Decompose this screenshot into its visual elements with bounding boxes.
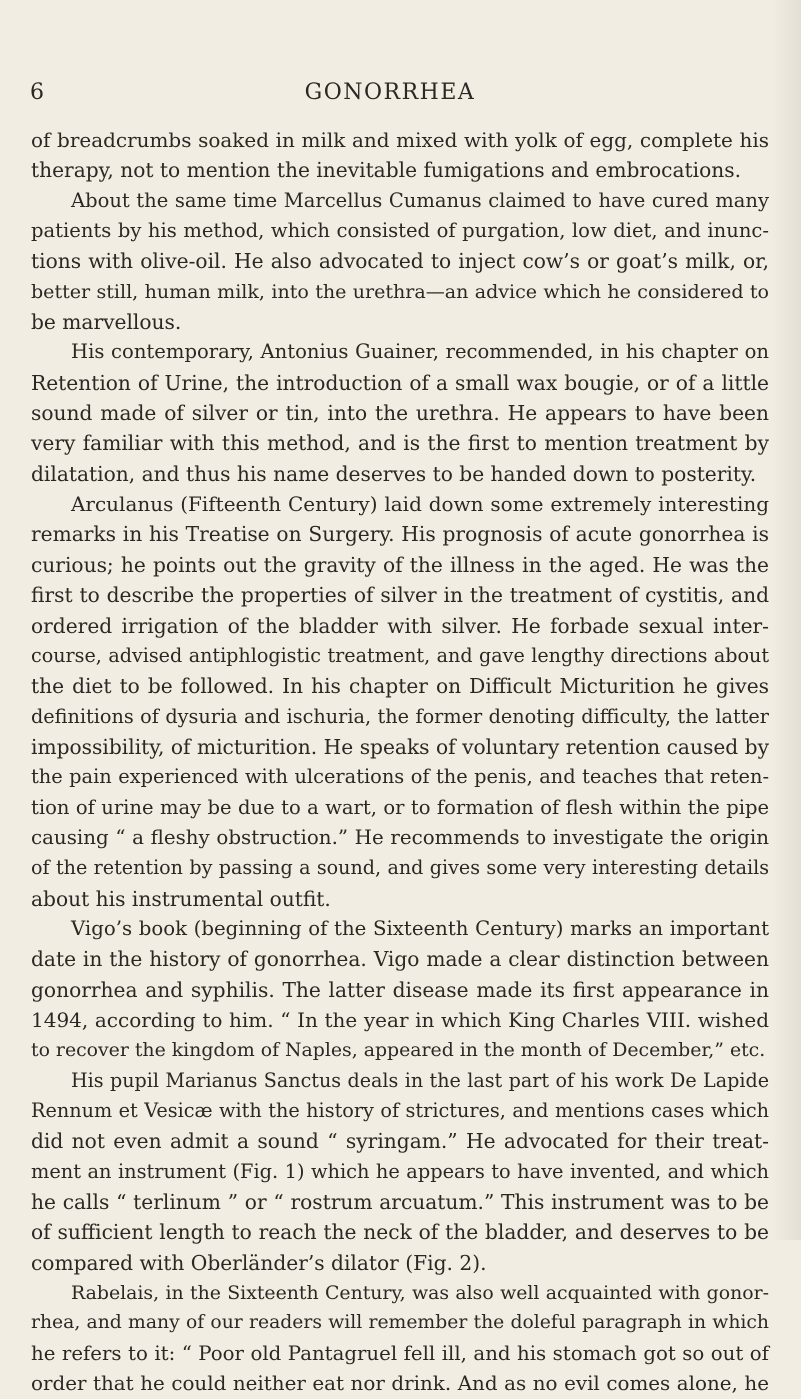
text-line: definitions of dysuria and ischuria, the former denoting difficulty, the latter — [31, 704, 769, 728]
text-line: he refers to it: “ Poor old Pantagruel fell ill, and his stomach got so out of — [31, 1341, 769, 1365]
text-line: the diet to be followed. In his chapter on Difficult Micturition he gives — [31, 674, 769, 699]
text-line: date in the history of gonorrhea. Vigo made a clear distinction between — [31, 947, 769, 972]
text-line: very familiar with this method, and is the first to mention treatment by — [31, 431, 769, 456]
text-line: did not even admit a sound “ syringam.” He advocated for their treat- — [31, 1129, 769, 1154]
text-line: Retention of Urine, the introduction of a small wax bougie, or of a little — [31, 370, 769, 395]
text-line: About the same time Marcellus Cumanus claimed to have cured many — [71, 188, 769, 212]
text-line: causing “ a fleshy obstruction.” He recommends to investigate the origin — [31, 825, 769, 849]
text-line: Rennum et Vesicæ with the history of strictures, and mentions cases which — [31, 1099, 769, 1122]
text-line: better still, human milk, into the urethra—an advice which he considered to — [31, 280, 769, 303]
page-number: 6 — [30, 80, 44, 105]
text-line: patients by his method, which consisted of purgation, low diet, and inunc- — [31, 219, 769, 243]
paragraph — [31, 337, 769, 489]
page-header — [30, 80, 770, 110]
text-line: impossibility, of micturition. He speaks of voluntary retention caused by — [31, 734, 769, 759]
text-line: Vigo’s book (beginning of the Sixteenth Century) marks an important — [71, 916, 769, 940]
text-line: he calls “ terlinum ” or “ rostrum arcuatum.” This instrument was to be — [31, 1190, 769, 1215]
text-line: Arculanus (Fifteenth Century) laid down some extremely interesting — [71, 492, 769, 517]
paragraph — [31, 125, 769, 186]
text-line: ment an instrument (Fig. 1) which he appears to have invented, and which — [31, 1159, 769, 1183]
text-line: sound made of silver or tin, into the urethra. He appears to have been — [31, 401, 769, 426]
text-line: curious; he points out the gravity of the illness in the aged. He was the — [31, 552, 769, 577]
text-line: of breadcrumbs soaked in milk and mixed with yolk of egg, complete his — [31, 128, 769, 152]
text-line: ordered irrigation of the bladder with silver. He forbade sexual inter- — [31, 613, 769, 638]
page-edge-shadow — [771, 0, 801, 1240]
text-line: gonorrhea and syphilis. The latter disease made its first appearance in — [31, 977, 769, 1002]
text-line: His contemporary, Antonius Guainer, recommended, in his chapter on — [71, 340, 769, 364]
text-line: be marvellous. — [31, 310, 182, 335]
text-line: of the retention by passing a sound, and gives some very interesting details — [31, 856, 769, 880]
paragraph — [31, 1066, 769, 1278]
text-line: dilatation, and thus his name deserves to be handed down to posterity. — [31, 461, 757, 486]
text-line: compared with Oberländer’s dilator (Fig. 2). — [31, 1250, 487, 1275]
text-line: first to describe the properties of silver in the treatment of cystitis, and — [31, 583, 769, 608]
body-text — [31, 125, 769, 1399]
text-line: 1494, according to him. “ In the year in which King Charles VIII. wished — [31, 1007, 769, 1032]
text-line: of sufficient length to reach the neck of the bladder, and deserves to be — [31, 1220, 769, 1245]
text-line: tion of urine may be due to a wart, or to formation of flesh within the pipe — [31, 795, 769, 819]
text-line: tions with olive-oil. He also advocated to inject cow’s or goat’s milk, or, — [31, 249, 769, 274]
text-line: order that he could neither eat nor drink. And as no evil comes alone, he — [31, 1372, 769, 1396]
text-line: the pain experienced with ulcerations of the penis, and teaches that reten- — [31, 765, 769, 789]
paragraph — [31, 914, 769, 1066]
text-line: therapy, not to mention the inevitable fumigations and embrocations. — [31, 158, 742, 183]
paragraph — [31, 186, 769, 338]
running-title: GONORRHEA — [304, 80, 476, 105]
text-line: course, advised antiphlogistic treatment, and gave lengthy directions about — [31, 643, 769, 667]
text-line: about his instrumental outfit. — [31, 886, 331, 911]
paragraph — [31, 1278, 769, 1399]
text-line: His pupil Marianus Sanctus deals in the last part of his work De Lapide — [71, 1068, 769, 1092]
text-line: rhea, and many of our readers will remember the doleful paragraph in which — [31, 1312, 769, 1334]
text-line: Rabelais, in the Sixteenth Century, was also well acquainted with gonor- — [71, 1282, 769, 1305]
text-line: to recover the kingdom of Naples, appeared in the month of December,” etc. — [31, 1039, 766, 1062]
text-line: remarks in his Treatise on Surgery. His prognosis of acute gonorrhea is — [31, 522, 769, 547]
paragraph — [31, 489, 769, 914]
